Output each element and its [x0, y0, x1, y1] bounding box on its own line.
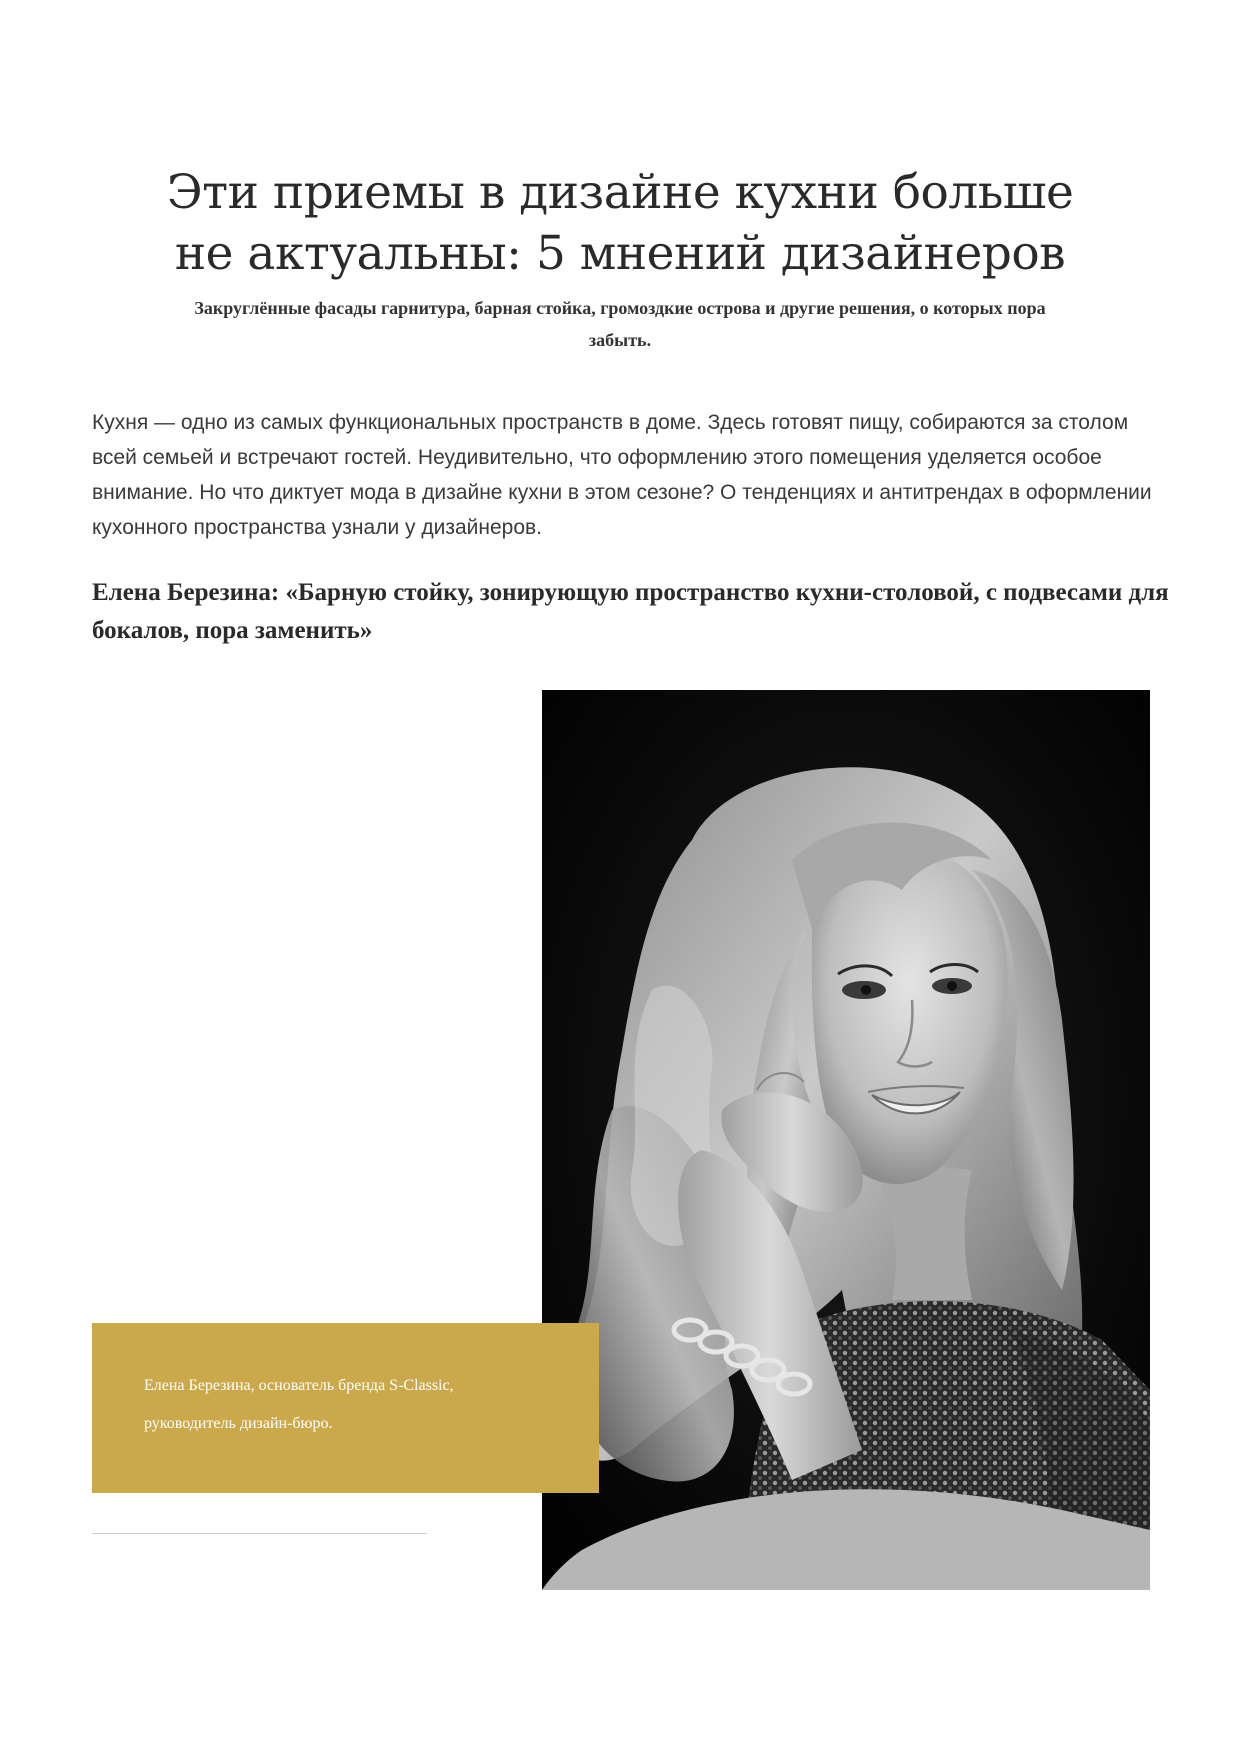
section-heading: Елена Березина: «Барную стойку, зонирующую пространство кухни-столовой, с подвесами для бокалов, пора заменить»: [92, 579, 1169, 644]
photo-caption-box: [92, 1323, 599, 1493]
section-divider: [92, 1533, 427, 1534]
article-intro: Кухня — одно из самых функциональных пространств в доме. Здесь готовят пищу, собираются за столом всей семьей и встречают гостей. Неудивительно, что оформлению этого помещения уделяется особое внимание. Но что диктует мода в дизайне кухни в этом сезоне? О тенденциях и антитрендах в оформлении кухонного пространства узнали у дизайнеров.: [92, 411, 1152, 539]
article-title-line-2: не актуальны: 5 мнений дизайнеров: [174, 226, 1066, 281]
photo-caption-line-2: руководитель дизайн-бюро.: [144, 1415, 333, 1432]
photo-caption: [144, 1367, 559, 1443]
portrait-photo: [542, 690, 1150, 1590]
photo-caption-line-1: Елена Березина, основатель бренда S-Classic,: [144, 1377, 454, 1394]
article-title: [120, 162, 1120, 284]
article-title-line-1: Эти приемы в дизайне кухни больше: [166, 165, 1074, 220]
article-subtitle: Закруглённые фасады гарнитура, барная стойка, громоздкие острова и другие решения, о которых пора забыть.: [194, 298, 1046, 350]
portrait-illustration: [542, 690, 1150, 1590]
